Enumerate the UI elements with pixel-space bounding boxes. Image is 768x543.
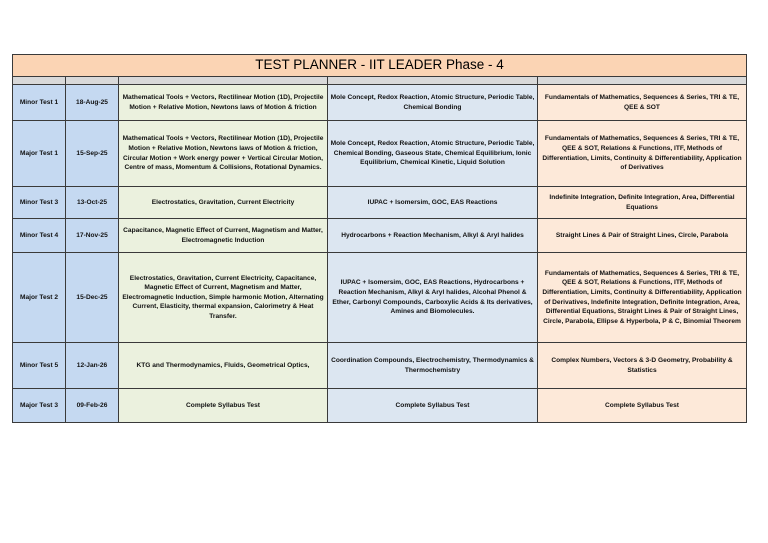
test-date: 17-Nov-25 [66,219,119,253]
maths-syllabus: Fundamentals of Mathematics, Sequences & Series, TRI & TE, QEE & SOT, Relations & Functions, ITF, Methods of Differentiation, Limits, Continuity & Differentiability, Application of Derivatives [538,121,747,187]
maths-syllabus: Fundamentals of Mathematics, Sequences & Series, TRI & TE, QEE & SOT [538,85,747,121]
test-date: 15-Sep-25 [66,121,119,187]
header-row [13,77,747,85]
sheet-title: TEST PLANNER - IIT LEADER Phase - 4 [13,55,747,77]
chemistry-syllabus: Hydrocarbons + Reaction Mechanism, Alkyl & Aryl halides [328,219,538,253]
physics-syllabus: Mathematical Tools + Vectors, Rectilinear Motion (1D), Projectile Motion + Relative Motion, Newtons laws of Motion & friction, Circular Motion + Work energy power + Vertical Circular Motion, Centre of mass, Momentum & Collisions, Rotational Dynamics. [119,121,328,187]
physics-syllabus: Electrostatics, Gravitation, Current Electricity [119,187,328,219]
chemistry-syllabus: Coordination Compounds, Electrochemistry, Thermodynamics & Thermochemistry [328,343,538,389]
table-row [13,343,747,389]
chemistry-syllabus: Mole Concept, Redox Reaction, Atomic Structure, Periodic Table, Chemical Bonding [328,85,538,121]
test-name: Minor Test 4 [13,219,66,253]
physics-syllabus: Mathematical Tools + Vectors, Rectilinear Motion (1D), Projectile Motion + Relative Motion, Newtons laws of Motion & friction [119,85,328,121]
header-cell [328,77,538,85]
maths-syllabus: Straight Lines & Pair of Straight Lines, Circle, Parabola [538,219,747,253]
chemistry-syllabus: IUPAC + Isomersim, GOC, EAS Reactions [328,187,538,219]
header-cell [538,77,747,85]
physics-syllabus: Capacitance, Magnetic Effect of Current, Magnetism and Matter, Electromagnetic Induction [119,219,328,253]
test-date: 09-Feb-26 [66,389,119,423]
title-row [13,55,747,77]
table-row [13,219,747,253]
test-name: Minor Test 1 [13,85,66,121]
test-name: Major Test 1 [13,121,66,187]
test-date: 18-Aug-25 [66,85,119,121]
header-cell [119,77,328,85]
table-row [13,121,747,187]
table-row [13,389,747,423]
test-name: Major Test 2 [13,253,66,343]
maths-syllabus: Complete Syllabus Test [538,389,747,423]
header-cell [13,77,66,85]
test-planner-table [12,54,747,423]
test-date: 15-Dec-25 [66,253,119,343]
maths-syllabus: Complex Numbers, Vectors & 3-D Geometry, Probability & Statistics [538,343,747,389]
table-row [13,253,747,343]
maths-syllabus: Indefinite Integration, Definite Integration, Area, Differential Equations [538,187,747,219]
test-date: 13-Oct-25 [66,187,119,219]
table-row [13,85,747,121]
header-cell [66,77,119,85]
test-name: Major Test 3 [13,389,66,423]
chemistry-syllabus: IUPAC + Isomersim, GOC, EAS Reactions, Hydrocarbons + Reaction Mechanism, Alkyl & Aryl halides, Alcohal Phenol & Ether, Carbonyl Compounds, Carboxylic Acids & Its derivatives, Amines and Biomolecules. [328,253,538,343]
physics-syllabus: Electrostatics, Gravitation, Current Electricity, Capacitance, Magnetic Effect of Current, Magnetism and Matter, Electromagnetic Induction, Simple harmonic Motion, Alternating Current, Elasticity, thermal expansion, Calorimetry & Heat Transfer. [119,253,328,343]
chemistry-syllabus: Mole Concept, Redox Reaction, Atomic Structure, Periodic Table, Chemical Bonding, Gaseous State, Chemical Equilibrium, Ionic Equilibrium, Chemical Kinetic, Liquid Solution [328,121,538,187]
chemistry-syllabus: Complete Syllabus Test [328,389,538,423]
test-name: Minor Test 5 [13,343,66,389]
test-date: 12-Jan-26 [66,343,119,389]
test-name: Minor Test 3 [13,187,66,219]
maths-syllabus: Fundamentals of Mathematics, Sequences & Series, TRI & TE, QEE & SOT, Relations & Functions, ITF, Methods of Differentiation, Limits, Continuity & Differentiability, Application of Derivatives, Indefinite Integration, Definite Integration, Area, Differential Equations, Straight Lines & Pair of Straight Lines, Circle, Parabola, Ellipse & Hyperbola, P & C, Binomial Theorem [538,253,747,343]
physics-syllabus: KTG and Thermodynamics, Fluids, Geometrical Optics, [119,343,328,389]
table-row [13,187,747,219]
physics-syllabus: Complete Syllabus Test [119,389,328,423]
